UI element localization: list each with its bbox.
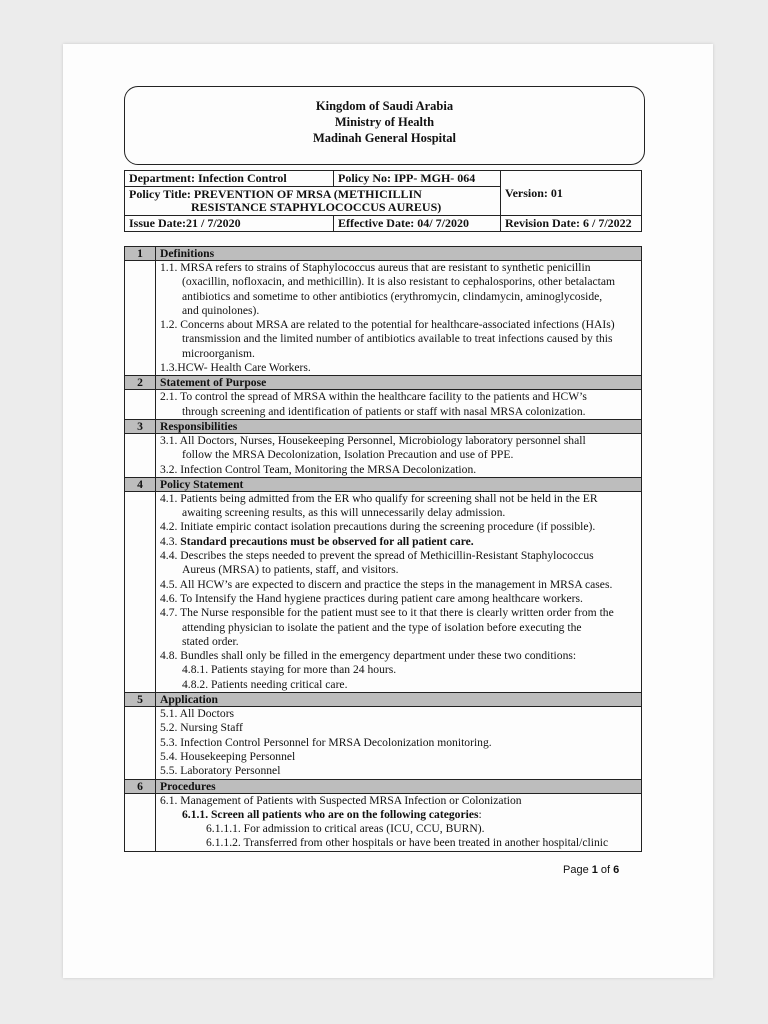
list-item: 5.4. Housekeeping Personnel xyxy=(160,749,296,763)
total-pages: 6 xyxy=(613,864,620,876)
section-title-procedures: Procedures xyxy=(156,779,642,793)
list-item: through screening and identification of patients or staff with nasal MRSA colonization. xyxy=(182,404,586,418)
emphasis-text: Standard precautions must be observed for all patient care. xyxy=(180,534,474,548)
current-page: 1 xyxy=(591,864,598,876)
section-number: 2 xyxy=(125,376,156,390)
list-item: Aureus (MRSA) to patients, staff, and visitors. xyxy=(182,563,399,577)
policy-body-table xyxy=(124,246,642,852)
list-item: 4.1. Patients being admitted from the ER who qualify for screening shall not be held in the ER xyxy=(160,491,598,505)
header-ministry: Ministry of Health xyxy=(334,115,435,129)
list-item: 2.1. To control the spread of MRSA within the healthcare facility to the patients and HCW’s xyxy=(160,390,587,404)
list-item: (oxacillin, nofloxacin, and methicillin). It is also resistant to cephalosporins, other betalactam xyxy=(182,275,616,289)
revision-date-cell: Revision Date: 6 / 7/2022 xyxy=(501,216,642,232)
section-body-application xyxy=(156,707,642,779)
policy-no-cell: Policy No: IPP- MGH- 064 xyxy=(334,171,501,187)
section-body-policy-statement xyxy=(156,491,642,692)
list-item: microorganism. xyxy=(182,346,255,360)
list-item: awaiting screening results, as this will unnecessarily delay admission. xyxy=(182,506,506,520)
list-item: 3.1. All Doctors, Nurses, Housekeeping Personnel, Microbiology laboratory personnel shall xyxy=(160,433,586,447)
list-item: stated order. xyxy=(182,634,239,648)
section-body-definitions xyxy=(156,261,642,376)
list-item: 4.6. To Intensify the Hand hygiene practices during patient care among healthcare workers. xyxy=(160,591,583,605)
section-body-responsibilities xyxy=(156,433,642,477)
section-body-purpose xyxy=(156,390,642,420)
list-item: 5.1. All Doctors xyxy=(160,707,235,721)
list-item: 6.1.1.2. Transferred from other hospitals or have been treated in another hospital/clinic xyxy=(206,836,609,850)
colon: : xyxy=(478,807,482,821)
list-item: 6.1.1.1. For admission to critical areas (ICU, CCU, BURN). xyxy=(206,822,485,836)
effective-date-cell: Effective Date: 04/ 7/2020 xyxy=(334,216,501,232)
version-cell: Version: 01 xyxy=(501,171,642,216)
list-item: 1.1. MRSA refers to strains of Staphylococcus aureus that are resistant to synthetic penicillin xyxy=(160,261,591,274)
header-country: Kingdom of Saudi Arabia xyxy=(315,99,454,113)
section-body-procedures xyxy=(156,793,642,851)
list-item: 4.2. Initiate empiric contact isolation precautions during the screening procedure (if possible). xyxy=(160,520,596,534)
section-title-definitions: Definitions xyxy=(156,247,642,261)
list-item: and quinolones). xyxy=(182,303,260,317)
section-number: 3 xyxy=(125,419,156,433)
list-item: 4.8.1. Patients staying for more than 24 hours. xyxy=(182,663,397,677)
list-item: 1.3.HCW- Health Care Workers. xyxy=(160,361,311,375)
list-item: 5.5. Laboratory Personnel xyxy=(160,764,281,778)
list-item: 5.3. Infection Control Personnel for MRSA Decolonization monitoring. xyxy=(160,735,492,749)
page-prefix: Page xyxy=(563,864,592,876)
list-item: follow the MRSA Decolonization, Isolation Precaution and use of PPE. xyxy=(182,448,514,462)
section-number: 6 xyxy=(125,779,156,793)
policy-title-line1: Policy Title: PREVENTION OF MRSA (METHICILLIN xyxy=(129,187,422,201)
policy-title-cell xyxy=(125,187,501,216)
policy-title-line2: RESISTANCE STAPHYLOCOCCUS AUREUS) xyxy=(191,200,442,214)
section-title-responsibilities: Responsibilities xyxy=(156,419,642,433)
section-title-application: Application xyxy=(156,693,642,707)
section-number: 5 xyxy=(125,693,156,707)
list-item: antibiotics and sometime to other antibiotics (erythromycin, clindamycin, aminoglycoside, xyxy=(182,289,603,303)
section-title-purpose: Statement of Purpose xyxy=(156,376,642,390)
list-item: transmission and the limited number of antibiotics available to treat infections caused by this xyxy=(182,332,613,346)
page-mid: of xyxy=(597,864,614,876)
page-number xyxy=(563,864,619,876)
section-title-policy-statement: Policy Statement xyxy=(156,477,642,491)
list-item: 4.7. The Nurse responsible for the patient must see to it that there is clearly written order from the xyxy=(160,606,614,620)
section-number: 4 xyxy=(125,477,156,491)
list-item: 4.4. Describes the steps needed to prevent the spread of Methicillin-Resistant Staphylococcus xyxy=(160,549,594,563)
issue-date-cell: Issue Date:21 / 7/2020 xyxy=(125,216,334,232)
policy-meta-table xyxy=(124,170,642,232)
list-item: attending physician to isolate the patient and the type of isolation before executing the xyxy=(182,620,582,634)
list-item xyxy=(160,808,637,822)
item-number: 4.3. xyxy=(160,534,178,548)
list-item: 1.2. Concerns about MRSA are related to the potential for healthcare-associated infections (HAIs) xyxy=(160,318,615,332)
list-item: 5.2. Nursing Staff xyxy=(160,721,243,735)
section-number: 1 xyxy=(125,247,156,261)
list-item: 4.5. All HCW’s are expected to discern and practice the steps in the management in MRSA cases. xyxy=(160,577,613,591)
list-item: 6.1. Management of Patients with Suspected MRSA Infection or Colonization xyxy=(160,793,522,807)
list-item: 4.8.2. Patients needing critical care. xyxy=(182,677,348,691)
emphasis-text: 6.1.1. Screen all patients who are on the following categories xyxy=(182,807,479,821)
list-item: 3.2. Infection Control Team, Monitoring the MRSA Decolonization. xyxy=(160,462,477,476)
list-item xyxy=(160,535,637,549)
department-cell: Department: Infection Control xyxy=(125,171,334,187)
letterhead-box xyxy=(124,86,645,165)
header-hospital: Madinah General Hospital xyxy=(312,131,457,145)
list-item: 4.8. Bundles shall only be filled in the emergency department under these two conditions: xyxy=(160,649,577,663)
